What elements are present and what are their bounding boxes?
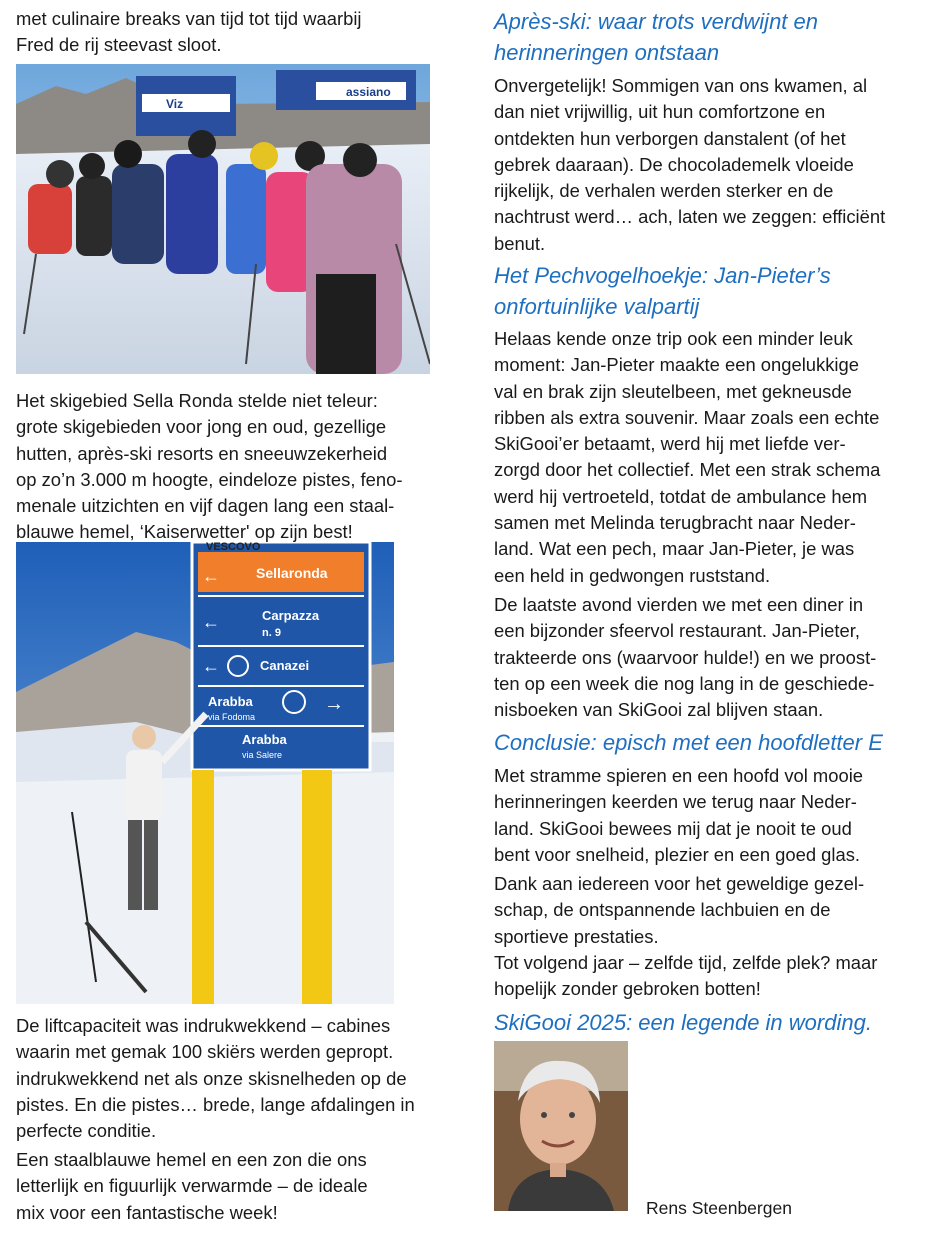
text-line: een held in gedwongen ruststand. [494, 564, 771, 586]
text-line: menale uitzichten en vijf dagen lang een staal- [16, 495, 395, 517]
text-line: Een staalblauwe hemel en een zon die ons [16, 1149, 367, 1170]
text-line: ontdekten hun verborgen danstalent (of het [494, 127, 846, 149]
intro-paragraph [16, 6, 446, 59]
text-line: mix voor een fantastische week! [16, 1201, 278, 1223]
heading-conclusie [494, 727, 924, 758]
svg-text:→: → [324, 693, 344, 715]
heading-line: Après-ski: waar trots verdwijnt en [494, 9, 818, 34]
text-line: land. SkiGooi bewees mij dat je nooit te oud [494, 817, 852, 839]
lift-paragraph [16, 1013, 446, 1144]
text-line: grote skigebieden voor jong en oud, gezellige [16, 416, 387, 438]
text-line: hutten, après-ski resorts en sneeuwzekerheid [16, 442, 388, 464]
thanks-paragraph [494, 871, 924, 1002]
text-line: zorgd door het collectief. Met een strak schema [494, 459, 881, 481]
text-line: Het skigebied Sella Ronda stelde niet teleur: [16, 390, 378, 411]
conclusie-paragraph [494, 763, 924, 868]
text-line: indrukwekkend net als onze skisnelheden op de [16, 1067, 407, 1089]
heading-skigooi-2025 [494, 1007, 924, 1038]
text-line: moment: Jan-Pieter maakte een ongelukkige [494, 354, 859, 376]
text-line: blauwe hemel, ‘Kaiserwetter' op zijn best! [16, 521, 353, 543]
text-line: trakteerde ons (waarvoor hulde!) en we proost- [494, 646, 877, 668]
sign-row-sublabel: n. 9 [262, 627, 281, 639]
sky-paragraph [16, 1147, 446, 1226]
text-line: gebrek daaraan). De chocolademelk vloeide [494, 153, 854, 175]
svg-text:←: ← [202, 566, 220, 586]
heading-apres-ski [494, 6, 924, 68]
skier-sign-photo-drawing [16, 542, 394, 1004]
skier-sign-photo [16, 542, 394, 1004]
heading-line: Conclusie: episch met een hoofdletter E [494, 730, 883, 755]
text-line: hopelijk zonder gebroken botten! [494, 978, 761, 1000]
sign-row-label: Arabba [208, 694, 253, 709]
text-line: Met stramme spieren en een hoofd vol mooie [494, 765, 864, 786]
sign-row-sublabel: via Fodoma [208, 712, 256, 722]
photo-sign-label: Viz [166, 97, 184, 111]
sign-row-label: Sellaronda [256, 565, 328, 581]
pechvogel-paragraph [494, 326, 924, 589]
author-name-text: Rens Steenbergen [646, 1198, 792, 1218]
sella-ronda-paragraph [16, 388, 446, 546]
text-line: sportieve prestaties. [494, 925, 659, 947]
text-line: pistes. En die pistes… brede, lange afdalingen in [16, 1093, 415, 1115]
text-line: letterlijk en figuurlijk verwarmde – de ideale [16, 1175, 368, 1197]
text-line: bent voor snelheid, plezier en een goed glas. [494, 843, 861, 865]
sign-row-label: Canazei [260, 658, 310, 673]
dinner-paragraph [494, 592, 924, 723]
text-line: val en brak zijn sleutelbeen, met gekneusde [494, 380, 852, 402]
text-line: Onvergetelijk! Sommigen van ons kwamen, al [494, 75, 868, 96]
photo-sign-label: assiano [346, 85, 391, 99]
heading-line: Het Pechvogelhoekje: Jan-Pieter’s [494, 263, 831, 288]
sign-row-sublabel: via Salere [242, 750, 283, 760]
text-line: ribben als extra souvenir. Maar zoals een echte [494, 406, 880, 428]
text-line: Fred de rij steevast sloot. [16, 34, 222, 56]
sign-row-label: Carpazza [262, 608, 320, 623]
text-line: nisboeken van SkiGooi zal blijven staan. [494, 699, 824, 721]
text-line: dan niet vrijwillig, uit hun comfortzone en [494, 101, 826, 123]
author-portrait [494, 1041, 628, 1211]
group-ski-photo-drawing [16, 64, 430, 374]
text-line: werd hij vertroeteld, totdat de ambulance hem [494, 485, 868, 507]
svg-text:←: ← [202, 612, 220, 632]
sign-row-label: Arabba [242, 732, 287, 747]
text-line: Tot volgend jaar – zelfde tijd, zelfde plek? maar [494, 951, 878, 973]
apres-ski-paragraph [494, 73, 924, 257]
text-line: een bijzonder sfeervol restaurant. Jan-Pieter, [494, 620, 860, 642]
text-line: ten op een week die nog lang in de geschiede- [494, 672, 875, 694]
text-line: waarin met gemak 100 skiërs werden gepropt. [16, 1041, 394, 1063]
text-line: Dank aan iedereen voor het geweldige gezel- [494, 873, 865, 894]
heading-line: SkiGooi 2025: een legende in wording. [494, 1010, 872, 1035]
text-line: rijkelijk, de verhalen werden sterker en de [494, 180, 834, 202]
text-line: De laatste avond vierden we met een diner in [494, 594, 864, 615]
text-line: samen met Melinda terugbracht naar Neder- [494, 512, 856, 534]
text-line: benut. [494, 232, 546, 254]
author-portrait-drawing [494, 1041, 628, 1211]
group-ski-photo [16, 64, 430, 374]
text-line: Helaas kende onze trip ook een minder leuk [494, 328, 853, 349]
text-line: SkiGooi’er betaamt, werd hij met liefde ver- [494, 433, 846, 455]
text-line: schap, de ontspannende lachbuien en de [494, 899, 831, 921]
text-line: herinneringen keerden we terug naar Neder- [494, 791, 857, 813]
text-line: De liftcapaciteit was indrukwekkend – cabines [16, 1015, 391, 1036]
heading-pechvogel [494, 260, 924, 322]
sign-top-label: VESCOVO [206, 542, 261, 553]
text-line: op zo’n 3.000 m hoogte, eindeloze pistes, feno- [16, 468, 403, 490]
svg-text:←: ← [202, 656, 220, 676]
heading-line: herinneringen ontstaan [494, 40, 720, 65]
text-line: perfecte conditie. [16, 1120, 157, 1142]
text-line: nachtrust werd… ach, laten we zeggen: efficiënt [494, 206, 886, 228]
author-name [646, 1195, 886, 1221]
text-line: land. Wat een pech, maar Jan-Pieter, je was [494, 538, 855, 560]
text-line: met culinaire breaks van tijd tot tijd waarbij [16, 8, 362, 29]
heading-line: onfortuinlijke valpartij [494, 294, 700, 319]
